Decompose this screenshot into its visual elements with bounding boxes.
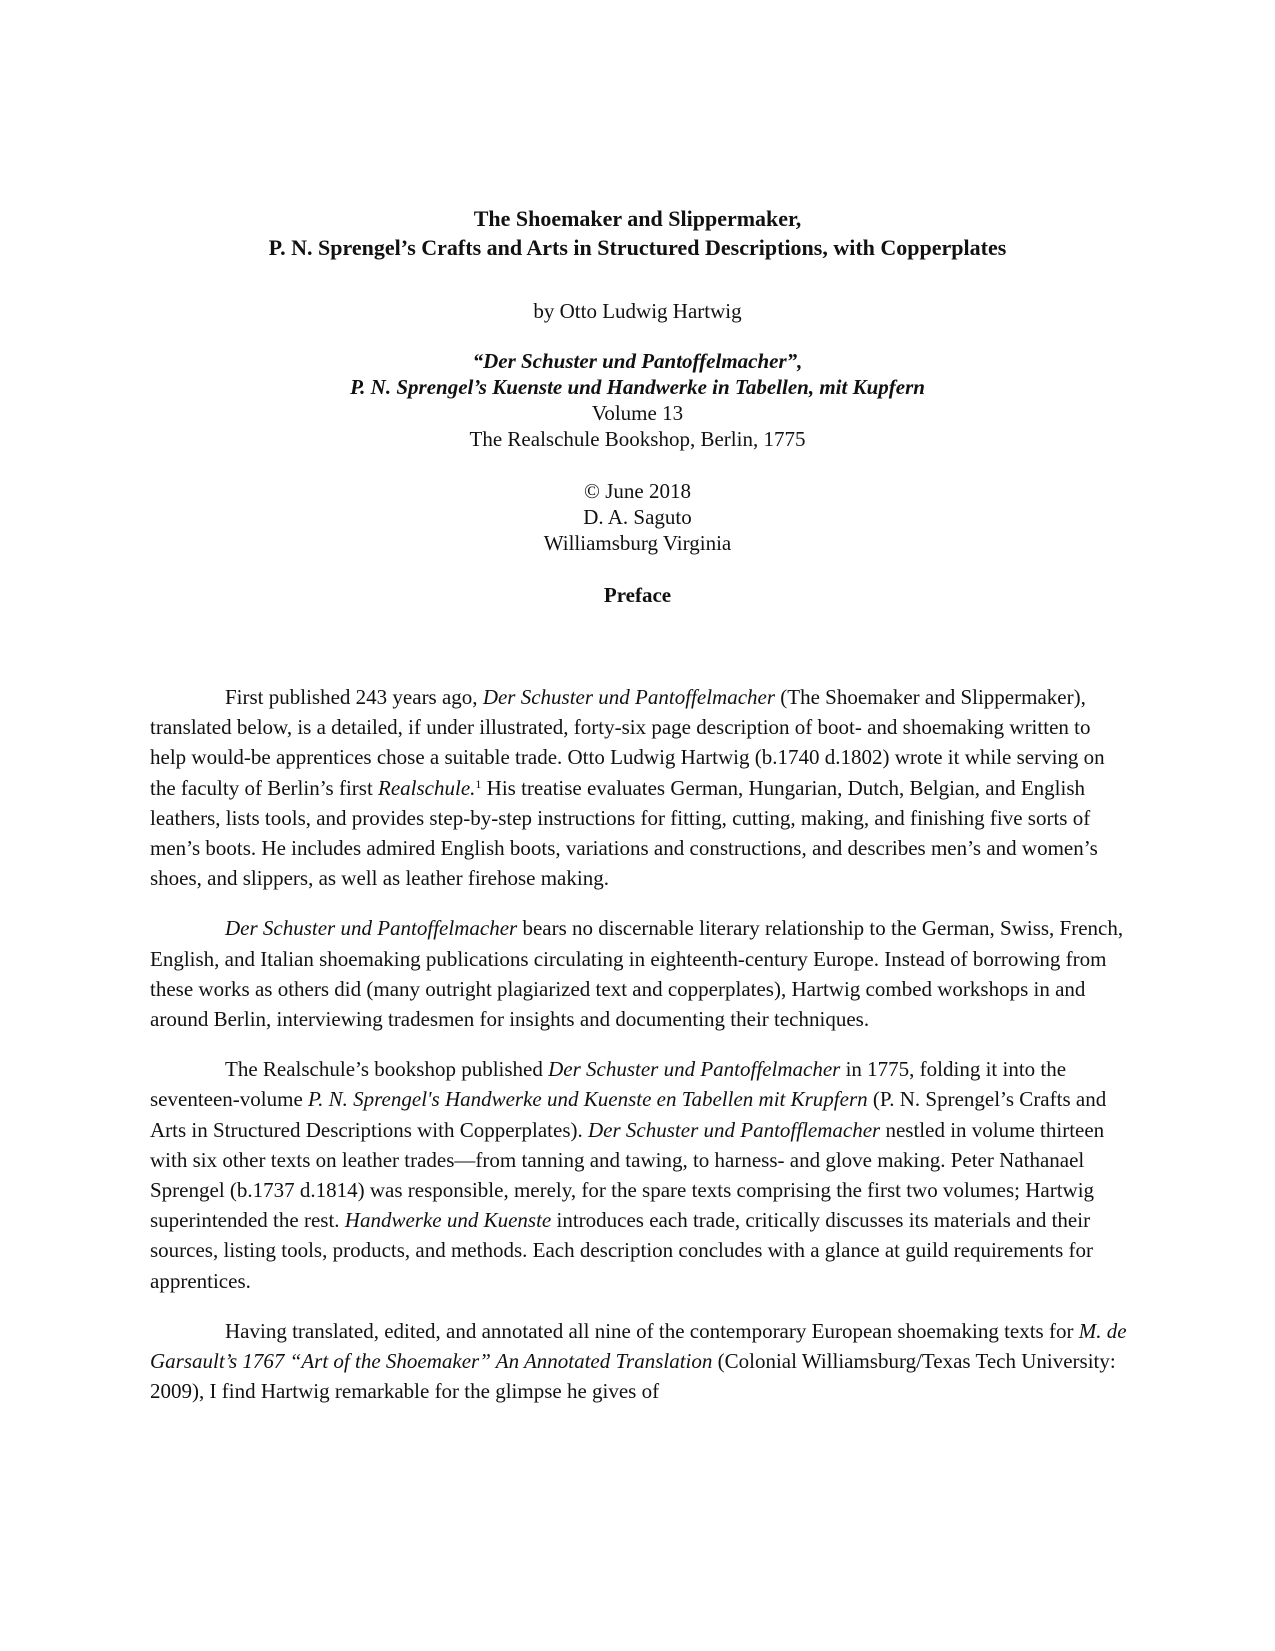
italic-term: Realschule. [378, 775, 476, 800]
italic-title: Der Schuster und Pantoffelmacher [548, 1057, 841, 1082]
text-run: bears no discernable literary relationship to the German, Swiss, French, English, and Italian shoemaking publications circulating in eighteenth-century Europe. Instead of borrowing from these works as others did (many outright plagiarized text and copperplates), Hartwig combed workshops in and around Berlin, interviewing tradesmen for insights and documenting their techniques. [150, 916, 1124, 1032]
footnote-marker: 1 [475, 776, 482, 791]
italic-title: Handwerke und Kuenste [344, 1208, 552, 1233]
copyright-author: D. A. Saguto [583, 505, 692, 529]
paragraph-3 [150, 1054, 1130, 1296]
italic-title: M. de Garsault’s 1767 “Art of the Shoemaker” An Annotated Translation [150, 1318, 1127, 1374]
original-publisher: The Realschule Bookshop, Berlin, 1775 [469, 427, 806, 451]
text-run: in 1775, folding it into the seventeen-volume [150, 1057, 1067, 1112]
text-run: (The Shoemaker and Slippermaker), translated below, is a detailed, if under illustrated, forty-six page description of boot- and shoemaking written to help would-be apprentices chose a suitable trade. Otto Ludwig Hartwig (b.1740 d.1802) wrote it while serving on the faculty of Berlin’s first [150, 685, 1105, 800]
paragraph-2 [150, 913, 1130, 1034]
italic-title: P. N. Sprengel's Handwerke und Kuenste en Tabellen mit Krupfern [308, 1087, 868, 1112]
italic-title: Der Schuster und Pantoffelmacher [482, 685, 776, 709]
original-volume: Volume 13 [591, 401, 684, 425]
text-run: (P. N. Sprengel’s Crafts and Arts in Structured Descriptions with Copperplates). [150, 1087, 1107, 1142]
original-title-line-1: “Der Schuster und Pantoffelmacher”, [472, 349, 803, 373]
text-run: (Colonial Williamsburg/Texas Tech University: 2009), I find Hartwig remarkable for the glimpse he gives of [150, 1349, 1116, 1404]
copyright-block [0, 478, 1275, 556]
italic-title: Der Schuster und Pantoffelmacher [225, 916, 518, 941]
original-publication-block [0, 348, 1275, 452]
copyright-place: Williamsburg Virginia [543, 531, 732, 555]
author-byline: by Otto Ludwig Hartwig [533, 299, 742, 323]
text-run: First published 243 years ago, [225, 685, 483, 709]
copyright-date: © June 2018 [584, 479, 691, 503]
preface-body [150, 682, 1130, 1426]
original-title-line-2: P. N. Sprengel’s Kuenste und Handwerke in Tabellen, mit Kupfern [350, 375, 925, 399]
preface-heading: Preface [603, 583, 672, 607]
paragraph-4 [150, 1316, 1130, 1407]
paragraph-1 [150, 682, 1130, 893]
italic-title: Der Schuster und Pantofflemacher [588, 1117, 881, 1142]
title-line-2: P. N. Sprengel’s Crafts and Arts in Structured Descriptions, with Copperplates [268, 235, 1007, 260]
text-run: nestled in volume thirteen with six other texts on leather trades—from tanning and tawing, to harness- and glove making. Peter Nathanael Sprengel (b.1737 d.1814) was responsible, merely, for the spare texts comprising the first two volumes; Hartwig superintended the rest. [150, 1117, 1105, 1233]
text-run: His treatise evaluates German, Hungarian, Dutch, Belgian, and English leathers, lists tools, and provides step-by-step instructions for fitting, cutting, making, and finishing five sorts of men’s boots. He includes admired English boots, variations and constructions, and describes men’s and women’s shoes, and slippers, as well as leather firehose making. [150, 775, 1098, 891]
title-line-1: The Shoemaker and Slippermaker, [473, 206, 802, 231]
text-run: The Realschule’s bookshop published [225, 1057, 549, 1082]
text-run: introduces each trade, critically discusses its materials and their sources, listing tools, products, and methods. Each description concludes with a glance at guild requirements for apprentices. [150, 1208, 1094, 1293]
document-title [0, 204, 1275, 262]
text-run: Having translated, edited, and annotated all nine of the contemporary European shoemaking texts for [225, 1318, 1079, 1343]
